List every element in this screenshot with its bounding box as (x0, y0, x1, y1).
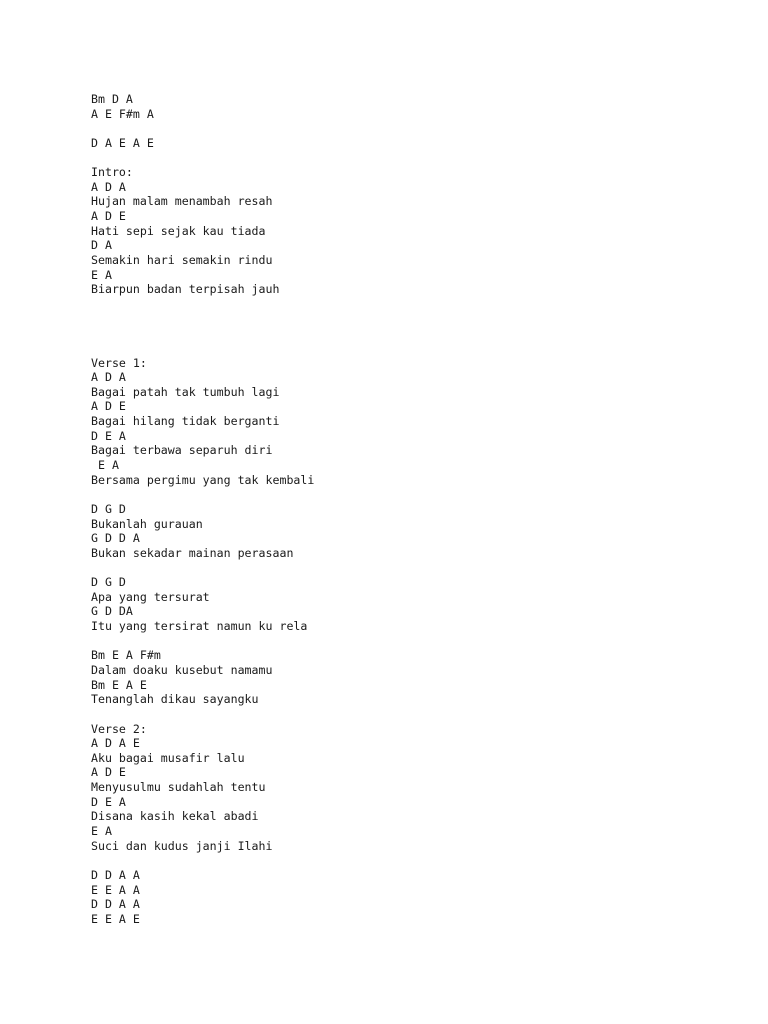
chord-line: Bm D A (91, 92, 133, 106)
lyric-line: Tenanglah dikau sayangku (91, 692, 259, 707)
chord-line: D E A (91, 794, 126, 809)
chord-line: A E F#m A (91, 106, 154, 121)
blank-line (91, 121, 314, 136)
section-heading: Verse 1: (91, 355, 147, 370)
chord-line: A D A E (91, 736, 140, 751)
lyric-line: Semakin hari semakin rindu (91, 253, 273, 268)
lyric-line: Menyusulmu sudahlah tentu (91, 780, 266, 795)
chord-line: D D A A (91, 897, 140, 912)
blank-line (91, 634, 314, 649)
chord-line: D A E A E (91, 135, 154, 150)
chord-line: D A (91, 238, 112, 253)
chord-line: D G D (91, 501, 126, 516)
blank-line (91, 341, 314, 356)
chord-line: A D E (91, 765, 126, 780)
blank-line (91, 487, 314, 502)
lyric-line: Suci dan kudus janji Ilahi (91, 838, 273, 853)
section-heading: Intro: (91, 165, 133, 180)
lyric-line: Hujan malam menambah resah (91, 194, 273, 209)
lyric-line: Bagai patah tak tumbuh lagi (91, 384, 280, 399)
chord-line: A D E (91, 209, 126, 224)
chord-line: E A (91, 824, 112, 839)
blank-line (91, 151, 314, 166)
lyric-line: Bagai terbawa separuh diri (91, 443, 273, 458)
lyric-line: Bukanlah gurauan (91, 516, 203, 531)
chord-line: E A (91, 267, 112, 282)
chord-line: A D A (91, 370, 126, 385)
chord-line: G D DA (91, 604, 133, 619)
section-heading: Verse 2: (91, 721, 147, 736)
lyric-line: Aku bagai musafir lalu (91, 750, 245, 765)
lyric-line: Biarpun badan terpisah jauh (91, 282, 280, 297)
lyric-line: Bukan sekadar mainan perasaan (91, 545, 294, 560)
blank-line (91, 561, 314, 576)
chord-line: E E A E (91, 911, 140, 926)
chord-line: D D A A (91, 867, 140, 882)
lyric-line: Disana kasih kekal abadi (91, 809, 259, 824)
chord-sheet (91, 92, 314, 927)
chord-line: Bm E A F#m (91, 648, 161, 663)
chord-line: D E A (91, 428, 126, 443)
chord-line: E E A A (91, 882, 140, 897)
chord-line: D G D (91, 575, 126, 590)
chord-line: A D A (91, 179, 126, 194)
blank-line (91, 297, 314, 312)
chord-line: A D E (91, 399, 126, 414)
lyric-line: Bersama pergimu yang tak kembali (91, 472, 315, 487)
lyric-line: Apa yang tersurat (91, 589, 210, 604)
lyric-line: Dalam doaku kusebut namamu (91, 662, 273, 677)
blank-line (91, 853, 314, 868)
chord-line: E A (91, 458, 119, 473)
blank-line (91, 326, 314, 341)
lyric-line: Itu yang tersirat namun ku rela (91, 619, 308, 634)
chord-line: G D D A (91, 531, 140, 546)
chord-line: Bm E A E (91, 677, 147, 692)
lyric-line: Bagai hilang tidak berganti (91, 414, 280, 429)
lyric-line: Hati sepi sejak kau tiada (91, 223, 266, 238)
blank-line (91, 312, 314, 327)
blank-line (91, 707, 314, 722)
